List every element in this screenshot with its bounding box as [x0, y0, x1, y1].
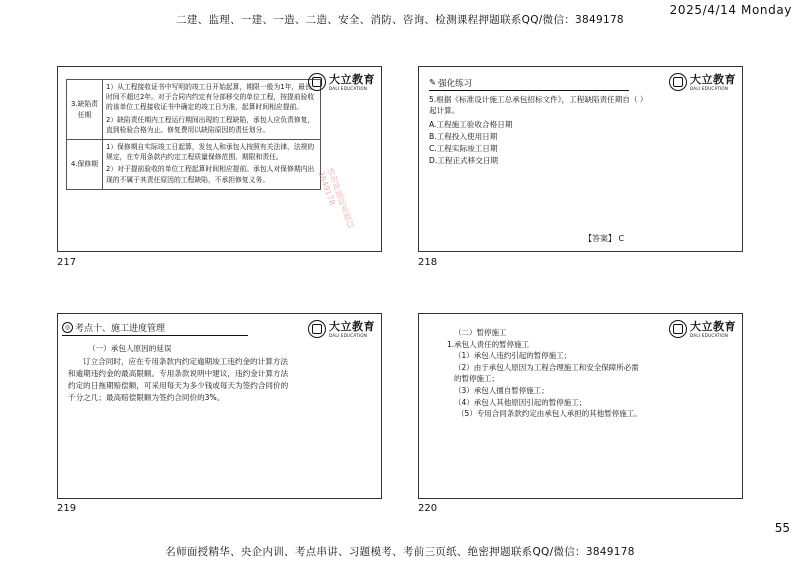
target-icon: ◎ — [62, 322, 73, 333]
page-number: 55 — [774, 521, 790, 535]
option-a: A.工程施工验收合格日期 — [429, 120, 513, 129]
logo-mark-icon — [308, 73, 326, 91]
body-text: 订立合同时，应在专用条款内约定逾期竣工违约金的计算方法和逾期违约金的最高限额。专用条款说明中建议，违约金计算方法约定的日拖期赔偿额，可采用每天为多少钱或每天为签约合同价的千分之几；最高赔偿限额为签约合同价的3%。 — [68, 357, 289, 402]
answer-text: 【答案】 C — [584, 234, 625, 243]
slide-number: 219 — [57, 503, 77, 514]
brand-logo — [669, 320, 736, 338]
brand-logo — [308, 73, 375, 91]
brand-logo — [308, 320, 375, 338]
list-item: （3）承包人擅自暂停施工； — [454, 385, 549, 395]
warranty-table — [66, 79, 321, 190]
options-list — [429, 119, 512, 167]
question-text: 5.根据《标准设计施工总承包招标文件》，工程缺陷责任期自（ ）起计算。 — [429, 95, 644, 115]
list-item: （二）暂停施工 — [454, 328, 507, 337]
option-c: C.工程实际竣工日期 — [429, 144, 498, 153]
list-item: （1）承包人违约引起的暂停施工； — [454, 351, 572, 361]
list-item: 1.承包人责任的暂停施工 — [447, 339, 530, 349]
brand-logo — [669, 73, 736, 91]
slide-title: ✎ 强化练习 — [429, 77, 629, 91]
logo-name: 大立教育 — [329, 319, 375, 333]
slide-219 — [57, 313, 382, 499]
table-row — [67, 140, 321, 190]
logo-name: 大立教育 — [329, 72, 375, 86]
slide-number: 220 — [418, 503, 438, 514]
logo-mark-icon — [308, 320, 326, 338]
row-head: 4.保修期 — [67, 140, 103, 190]
list-item: （2）由于承包人原因为工程合理施工和安全保障所必需的暂停施工； — [454, 362, 639, 384]
practice-icon: ✎ — [429, 78, 437, 88]
row-head: 3.缺陷责任期 — [67, 80, 103, 140]
logo-sub: DALI EDUCATION — [690, 332, 729, 338]
paragraph: 1）从工程接收证书中写明的竣工日开始起算，期限一般为1年，最长时间不超过2年。对于合同内约定有分部移交的单位工程，按提前验收的该单位工程接收证书中确定的竣工日为准，起算时间相应提前。 — [106, 83, 315, 112]
paragraph: 2）缺陷责任期内工程运行期间出现的工程缺陷，承包人应负责修复，直到检验合格为止。修复费用以缺陷原因的责任划分。 — [106, 115, 315, 134]
section-subtitle: （一）承包人原因的延误 — [88, 344, 172, 353]
slide-218 — [418, 66, 743, 252]
table-row — [67, 80, 321, 140]
logo-sub: DALI EDUCATION — [690, 85, 729, 91]
slide-number: 218 — [418, 257, 438, 268]
option-d: D.工程正式移交日期 — [429, 156, 499, 165]
date-stamp: 2025/4/14 Monday — [669, 3, 792, 17]
logo-mark-icon — [669, 320, 687, 338]
paragraph: 1）保修期自实际竣工日起算，发包人和承包人按照有关法律、法规的规定，在专用条款内约定工程质量保修范围、期限和责任。 — [106, 143, 315, 162]
logo-sub: DALI EDUCATION — [329, 332, 368, 338]
logo-sub: DALI EDUCATION — [329, 85, 368, 91]
logo-name: 大立教育 — [690, 72, 736, 86]
bottom-banner: 名师面授精华、央企内训、考点串讲、习题模考、考前三页纸、绝密押题联系QQ/微信：3849178 — [165, 546, 635, 558]
top-banner: 二建、监理、一建、一造、二造、安全、消防、咨询、检测课程押题联系QQ/微信：3849178 — [176, 14, 624, 26]
slide-title: ◎ 考点十、施工进度管理 — [62, 321, 248, 336]
logo-name: 大立教育 — [690, 319, 736, 333]
watermark: 请勿押题联系微信3849178 — [316, 166, 356, 230]
pause-list — [431, 327, 661, 420]
list-item: （4）承包人其他原因引起的暂停施工； — [454, 397, 587, 407]
paragraph: 2）对于提前验收的单位工程起算时间相应提前。承包人对保修期内出现的不属于其责任原因的工程缺陷，不承担修复义务。 — [106, 165, 315, 184]
slide-217 — [57, 66, 382, 252]
slide-number: 217 — [57, 257, 77, 268]
logo-mark-icon — [669, 73, 687, 91]
row-content — [103, 80, 321, 140]
option-b: B.工程投入使用日期 — [429, 132, 498, 141]
slide-220 — [418, 313, 743, 499]
list-item: （5）专用合同条款约定由承包人承担的其他暂停施工。 — [457, 409, 642, 419]
row-content — [103, 140, 321, 190]
